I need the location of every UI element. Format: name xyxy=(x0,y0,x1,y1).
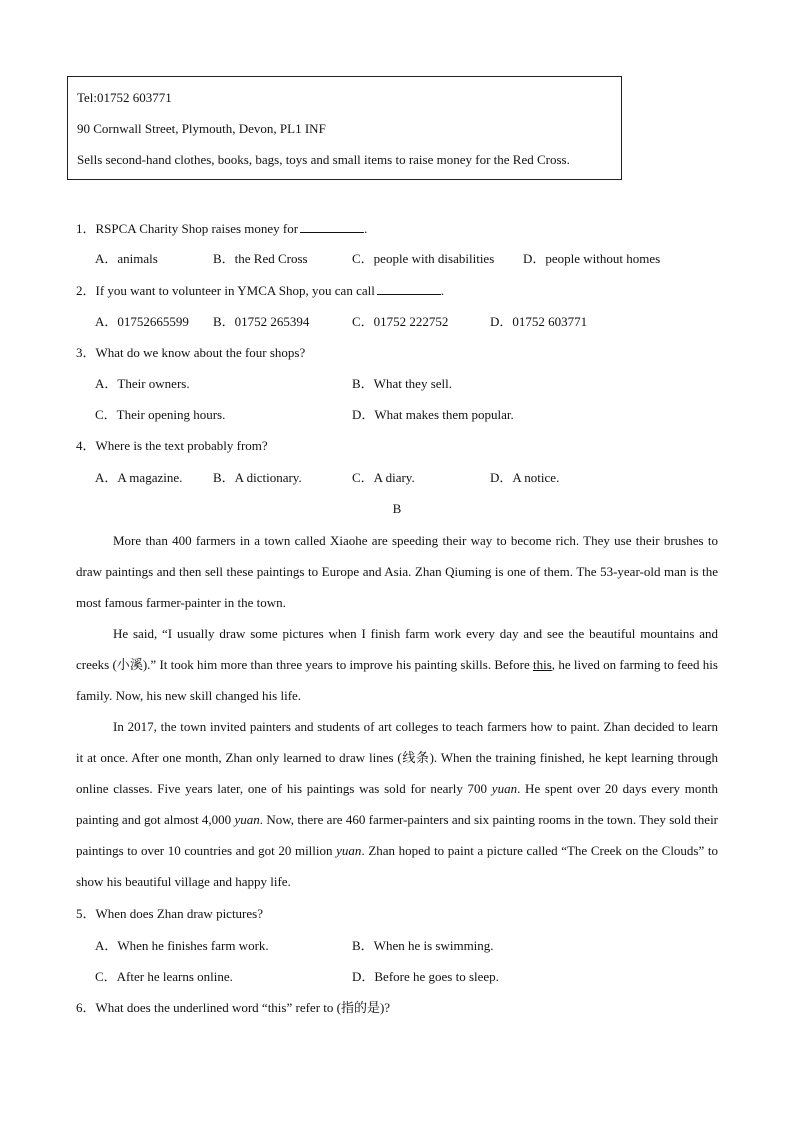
passage-paragraph-2 xyxy=(76,618,718,711)
q4-option-a: A．A magazine. xyxy=(95,470,183,485)
question-5-stem: 5．When does Zhan draw pictures? xyxy=(76,906,263,921)
q4-option-d: D．A notice. xyxy=(490,470,560,485)
question-1-stem: 1．RSPCA Charity Shop raises money for xyxy=(76,221,299,236)
p3-text-d: . Zhan hoped to paint a picture called “The Creek on the Clouds” to show his beautiful village and happy life. xyxy=(76,843,719,889)
q3-option-d: D．What makes them popular. xyxy=(352,407,514,422)
answer-blank xyxy=(300,220,364,233)
q2-option-c: C．01752 222752 xyxy=(352,314,449,329)
passage-paragraph-3 xyxy=(76,711,718,897)
question-2-end: . xyxy=(440,283,445,298)
question-2 xyxy=(76,282,444,299)
question-2-stem: 2．If you want to volunteer in YMCA Shop, you can call xyxy=(76,283,375,298)
q1-option-d: D．people without homes xyxy=(523,251,661,266)
q1-option-c: C．people with disabilities xyxy=(352,251,495,266)
section-heading: B xyxy=(392,501,402,516)
q3-option-c: C．Their opening hours. xyxy=(95,407,226,422)
passage xyxy=(76,525,718,897)
q5-option-c: C．After he learns online. xyxy=(95,969,233,984)
q2-option-a: A．01752665599 xyxy=(95,314,189,329)
question-1-end: . xyxy=(364,221,368,236)
p2-text-b: , he lived on farming to feed his family. Now, his new skill changed his life. xyxy=(76,657,718,703)
p3-text-a: In 2017, the town invited painters and students of art colleges to teach farmers how to paint. Zhan decided to learn it at once. After one month, Zhan only learned to draw lines (线条). When the training finished, he kept learning through online classes. Five years later, one of his paintings was sold for nearly 700 xyxy=(76,719,718,796)
shop-description: Sells second-hand clothes, books, bags, toys and small items to raise money for the Red Cross. xyxy=(77,152,570,167)
q5-option-a: A．When he finishes farm work. xyxy=(95,938,269,953)
italic-word: yuan xyxy=(336,843,362,858)
question-1 xyxy=(76,220,367,237)
shop-address: 90 Cornwall Street, Plymouth, Devon, PL1 INF xyxy=(77,121,326,136)
q2-option-b: B．01752 265394 xyxy=(213,314,310,329)
q3-option-b: B．What they sell. xyxy=(352,376,453,391)
q1-option-b: B．the Red Cross xyxy=(213,251,308,266)
answer-blank xyxy=(377,282,441,295)
q3-option-a: A．Their owners. xyxy=(95,376,190,391)
q5-option-b: B．When he is swimming. xyxy=(352,938,494,953)
underlined-word: this xyxy=(533,657,552,672)
q2-option-d: D．01752 603771 xyxy=(490,314,588,329)
p2-text-a: He said, “I usually draw some pictures when I finish farm work every day and see the beautiful mountains and creeks (小溪).” It took him more than three years to improve his painting skills. Before xyxy=(76,626,718,672)
question-6-stem: 6．What does the underlined word “this” refer to (指的是)? xyxy=(76,1000,391,1015)
shop-info-box xyxy=(67,76,622,180)
shop-tel: Tel:01752 603771 xyxy=(77,90,172,105)
p3-text-b: . He spent over 20 days every month painting and got almost 4,000 xyxy=(76,781,719,827)
italic-word: yuan xyxy=(491,781,518,796)
q4-option-c: C．A diary. xyxy=(352,470,415,485)
p3-text-c: . Now, there are 460 farmer-painters and six painting rooms in the town. They sold their paintings to over 10 countries and got 20 million xyxy=(76,812,719,858)
question-4-stem: 4．Where is the text probably from? xyxy=(76,438,268,453)
q5-option-d: D．Before he goes to sleep. xyxy=(352,969,499,984)
q4-option-b: B．A dictionary. xyxy=(213,470,302,485)
passage-paragraph-1: More than 400 farmers in a town called Xiaohe are speeding their way to become rich. They use their brushes to draw paintings and then sell these paintings to Europe and Asia. Zhan Qiuming is one of them. The 53-year-old man is the most famous farmer-painter in the town. xyxy=(76,533,718,610)
italic-word: yuan xyxy=(234,812,260,827)
q1-option-a: A．animals xyxy=(95,251,158,266)
question-3-stem: 3．What do we know about the four shops? xyxy=(76,345,306,360)
